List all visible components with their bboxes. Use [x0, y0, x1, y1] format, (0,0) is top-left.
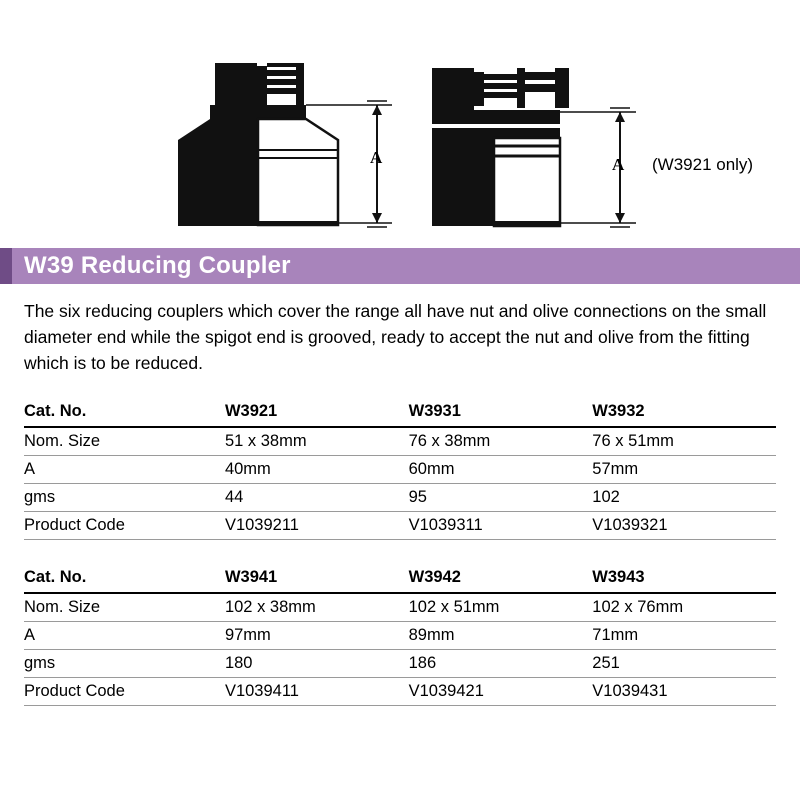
row-value: 71mm [592, 622, 776, 650]
table-header-row [24, 564, 776, 593]
row-value: V1039431 [592, 678, 776, 706]
row-value: 60mm [409, 456, 593, 484]
title-accent-block [0, 248, 12, 284]
row-value: 102 [592, 484, 776, 512]
page-title: W39 Reducing Coupler [24, 252, 291, 279]
spec-table-1 [24, 398, 776, 540]
row-value: V1039321 [592, 512, 776, 540]
table-row [24, 512, 776, 540]
table-row [24, 593, 776, 622]
row-value: V1039211 [225, 512, 409, 540]
row-label: A [24, 622, 225, 650]
row-value: 186 [409, 650, 593, 678]
row-value: 180 [225, 650, 409, 678]
row-value: V1039411 [225, 678, 409, 706]
row-value: 102 x 76mm [592, 593, 776, 622]
row-value: 40mm [225, 456, 409, 484]
column-header-w3921: W3921 [225, 398, 409, 427]
column-header-w3932: W3932 [592, 398, 776, 427]
row-label: A [24, 456, 225, 484]
column-header-w3943: W3943 [592, 564, 776, 593]
row-label: Product Code [24, 512, 225, 540]
intro-paragraph: The six reducing couplers which cover the range all have nut and olive connections on the small diameter end while the spigot end is grooved, ready to accept the nut and olive from the fitting which is to be reduced. [24, 301, 767, 373]
row-value: V1039421 [409, 678, 593, 706]
row-label: Product Code [24, 678, 225, 706]
row-value: 57mm [592, 456, 776, 484]
diagram-note: (W3921 only) [652, 155, 754, 174]
dimension-label-right: A [612, 155, 625, 174]
table-header-row [24, 398, 776, 427]
row-value: 97mm [225, 622, 409, 650]
row-value: 102 x 38mm [225, 593, 409, 622]
row-value: 76 x 51mm [592, 427, 776, 456]
table-row [24, 678, 776, 706]
row-label: Nom. Size [24, 427, 225, 456]
table-row [24, 484, 776, 512]
right-coupler-drawing [432, 68, 636, 227]
row-value: 89mm [409, 622, 593, 650]
row-value: 76 x 38mm [409, 427, 593, 456]
column-header-w3931: W3931 [409, 398, 593, 427]
table-row [24, 650, 776, 678]
column-header-cat-no: Cat. No. [24, 398, 225, 427]
product-diagram [0, 0, 800, 248]
coupler-drawings [0, 0, 800, 248]
row-label: gms [24, 484, 225, 512]
section-title-bar [0, 248, 800, 284]
column-header-w3941: W3941 [225, 564, 409, 593]
dimension-label-left: A [370, 148, 383, 167]
row-value: 51 x 38mm [225, 427, 409, 456]
spec-table-2 [24, 564, 776, 706]
table-row [24, 622, 776, 650]
row-value: 44 [225, 484, 409, 512]
row-value: 95 [409, 484, 593, 512]
column-header-w3942: W3942 [409, 564, 593, 593]
row-value: 251 [592, 650, 776, 678]
row-value: V1039311 [409, 512, 593, 540]
table-row [24, 456, 776, 484]
row-label: Nom. Size [24, 593, 225, 622]
left-coupler-drawing [178, 63, 392, 227]
row-value: 102 x 51mm [409, 593, 593, 622]
table-row [24, 427, 776, 456]
row-label: gms [24, 650, 225, 678]
column-header-cat-no: Cat. No. [24, 564, 225, 593]
